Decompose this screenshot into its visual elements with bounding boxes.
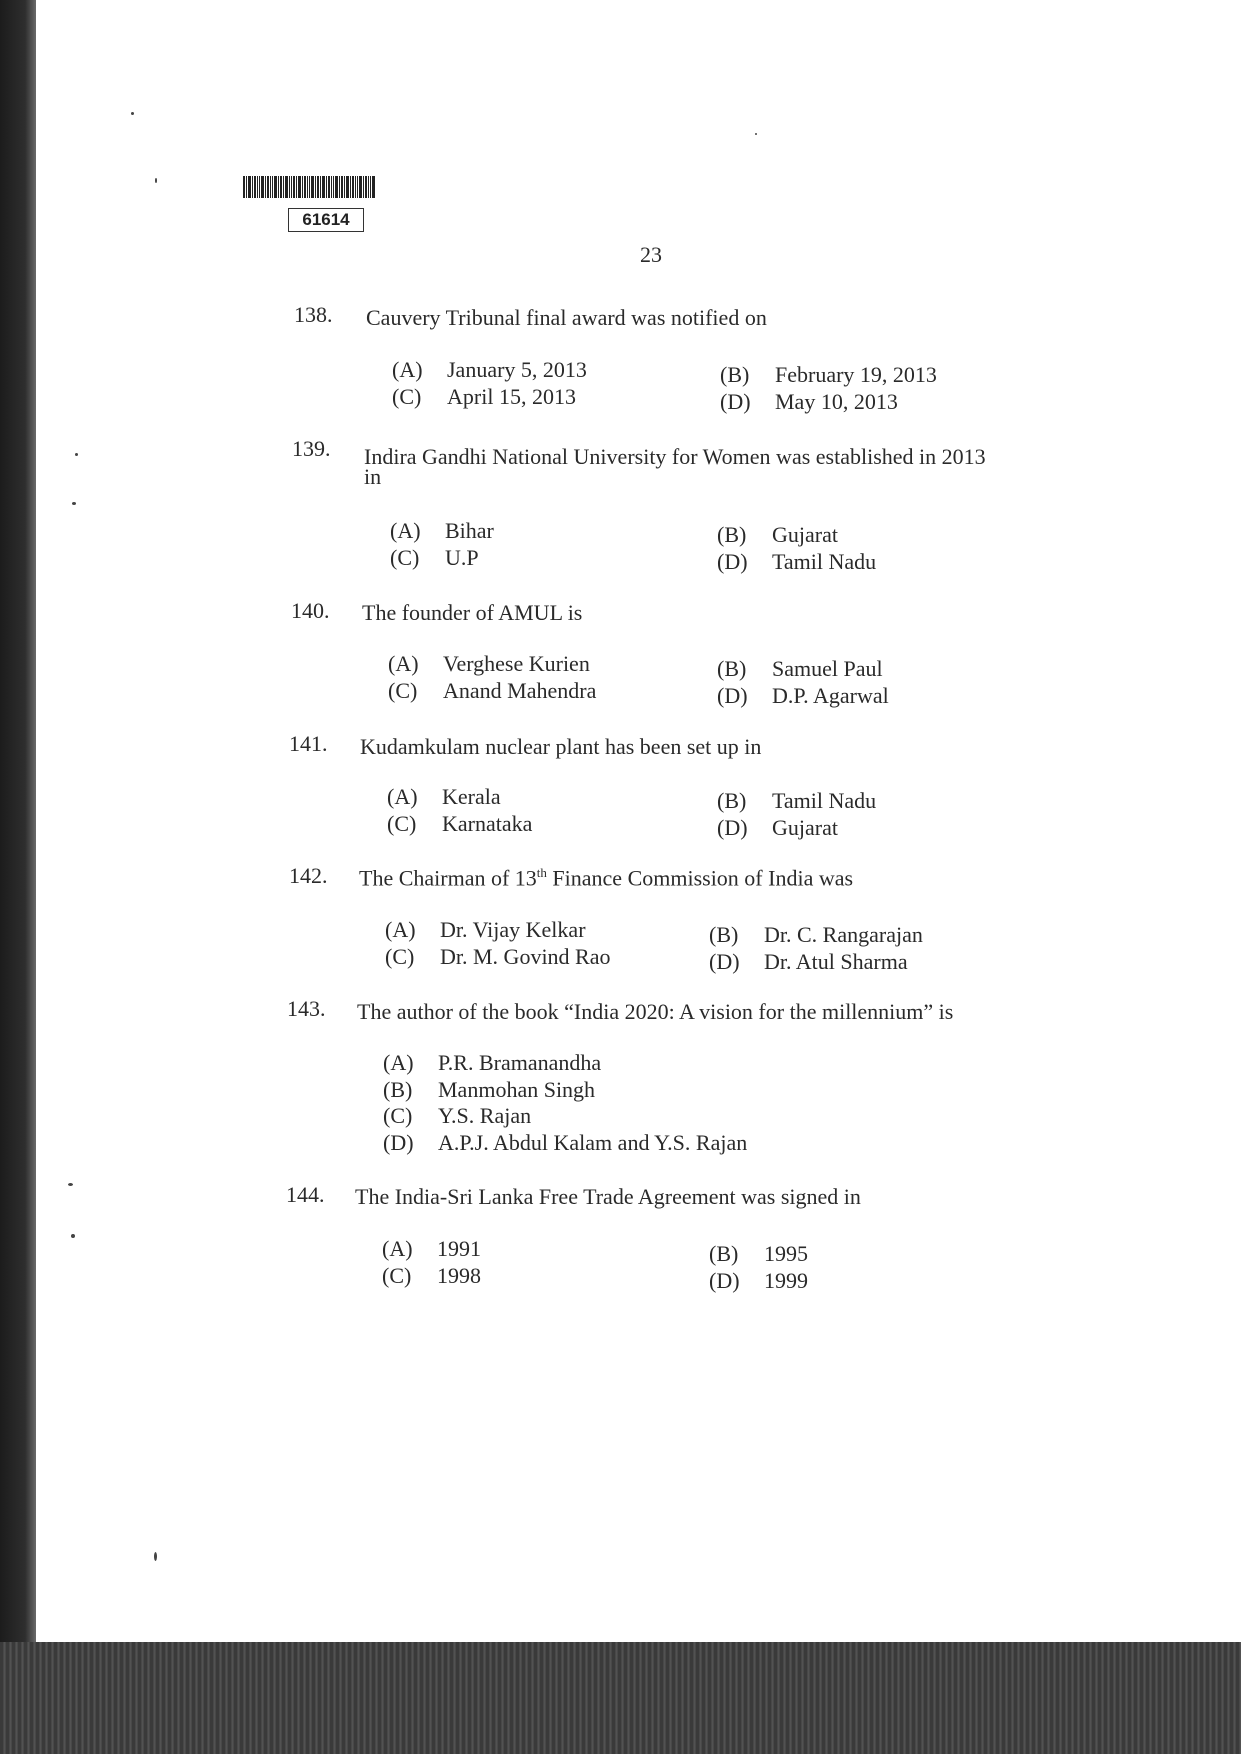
option-label: (C) bbox=[382, 1263, 412, 1288]
question-number: 144. bbox=[286, 1182, 325, 1207]
question-number: 141. bbox=[289, 731, 328, 756]
option-label: (A) bbox=[390, 518, 421, 543]
option-d bbox=[717, 549, 876, 575]
option-a bbox=[383, 1050, 601, 1076]
option-label: (D) bbox=[717, 683, 748, 708]
question-number: 143. bbox=[287, 996, 326, 1021]
option-text: Kerala bbox=[442, 784, 501, 809]
option-label: (D) bbox=[717, 549, 748, 574]
option-label: (D) bbox=[383, 1130, 414, 1155]
question-text-continued: in bbox=[364, 464, 382, 489]
option-a bbox=[387, 784, 501, 810]
option-label: (A) bbox=[392, 357, 423, 382]
option-label: (C) bbox=[392, 384, 422, 409]
option-label: (B) bbox=[709, 922, 739, 947]
question-text-part: Finance Commission of India was bbox=[546, 865, 854, 891]
option-text: Anand Mahendra bbox=[443, 678, 597, 703]
option-text: Dr. Atul Sharma bbox=[764, 949, 908, 974]
option-c bbox=[392, 384, 576, 410]
option-text: Karnataka bbox=[442, 811, 533, 836]
option-text: A.P.J. Abdul Kalam and Y.S. Rajan bbox=[438, 1130, 748, 1155]
option-text: Gujarat bbox=[772, 815, 838, 840]
scan-speck bbox=[755, 133, 757, 135]
option-d bbox=[709, 949, 908, 975]
option-label: (D) bbox=[709, 949, 740, 974]
option-label: (B) bbox=[717, 788, 747, 813]
option-b bbox=[383, 1077, 595, 1103]
option-label: (D) bbox=[720, 389, 751, 414]
option-text: Samuel Paul bbox=[772, 656, 883, 681]
option-text: Tamil Nadu bbox=[772, 549, 877, 574]
option-text: Dr. Vijay Kelkar bbox=[440, 917, 586, 942]
option-text: U.P bbox=[445, 545, 479, 570]
scan-speck bbox=[68, 1183, 73, 1186]
option-c bbox=[390, 545, 479, 571]
option-label: (C) bbox=[383, 1103, 413, 1128]
option-b bbox=[717, 788, 876, 814]
scan-bottom-edge bbox=[0, 1642, 1241, 1754]
option-a bbox=[382, 1236, 481, 1262]
option-label: (C) bbox=[385, 944, 415, 969]
question-text: Kudamkulam nuclear plant has been set up in bbox=[360, 734, 762, 759]
ordinal-superscript: th bbox=[536, 865, 547, 880]
option-text: Gujarat bbox=[772, 522, 838, 547]
scan-speck bbox=[155, 178, 157, 183]
option-label: (B) bbox=[383, 1077, 413, 1102]
option-label: (A) bbox=[382, 1236, 413, 1261]
page-number: 23 bbox=[640, 242, 662, 267]
option-d bbox=[709, 1268, 808, 1294]
option-label: (C) bbox=[390, 545, 420, 570]
option-c bbox=[383, 1103, 531, 1129]
option-a bbox=[392, 357, 587, 383]
option-text: Dr. C. Rangarajan bbox=[764, 922, 923, 947]
option-text: January 5, 2013 bbox=[447, 357, 587, 382]
question-text: The founder of AMUL is bbox=[362, 600, 583, 625]
option-text: D.P. Agarwal bbox=[772, 683, 889, 708]
option-label: (A) bbox=[383, 1050, 414, 1075]
option-a bbox=[388, 651, 590, 677]
scan-speck bbox=[71, 1234, 75, 1238]
option-label: (B) bbox=[720, 362, 750, 387]
option-c bbox=[385, 944, 611, 970]
option-text: Verghese Kurien bbox=[443, 651, 590, 676]
option-b bbox=[709, 922, 923, 948]
option-label: (B) bbox=[717, 522, 747, 547]
scan-speck bbox=[75, 453, 78, 456]
option-label: (B) bbox=[709, 1241, 739, 1266]
option-a bbox=[390, 518, 494, 544]
scan-speck bbox=[131, 112, 134, 115]
option-label: (A) bbox=[385, 917, 416, 942]
option-text: 1995 bbox=[764, 1241, 808, 1266]
option-c bbox=[387, 811, 532, 837]
option-text: 1998 bbox=[437, 1263, 481, 1288]
option-text: Dr. M. Govind Rao bbox=[440, 944, 611, 969]
question-number: 142. bbox=[289, 863, 328, 888]
option-d bbox=[720, 389, 898, 415]
option-label: (C) bbox=[387, 811, 417, 836]
question-number: 138. bbox=[294, 302, 333, 327]
question-number: 140. bbox=[291, 598, 330, 623]
option-text: May 10, 2013 bbox=[775, 389, 898, 414]
option-text: Bihar bbox=[445, 518, 494, 543]
option-label: (A) bbox=[387, 784, 418, 809]
scan-speck bbox=[154, 1552, 157, 1561]
option-text: 1991 bbox=[437, 1236, 481, 1261]
option-c bbox=[382, 1263, 481, 1289]
option-b bbox=[709, 1241, 808, 1267]
option-text: P.R. Bramanandha bbox=[438, 1050, 602, 1075]
option-text: Manmohan Singh bbox=[438, 1077, 596, 1102]
option-label: (D) bbox=[709, 1268, 740, 1293]
option-label: (B) bbox=[717, 656, 747, 681]
option-b bbox=[717, 656, 883, 682]
question-text bbox=[359, 865, 853, 891]
option-label: (A) bbox=[388, 651, 419, 676]
option-label: (D) bbox=[717, 815, 748, 840]
question-text: The India-Sri Lanka Free Trade Agreement was signed in bbox=[355, 1184, 861, 1209]
option-c bbox=[388, 678, 596, 704]
option-b bbox=[717, 522, 838, 548]
question-number: 139. bbox=[292, 436, 331, 461]
barcode bbox=[243, 176, 375, 198]
scan-speck bbox=[72, 502, 76, 505]
option-text: Y.S. Rajan bbox=[438, 1103, 532, 1128]
question-text-part: The Chairman of 13 bbox=[359, 865, 537, 891]
question-text: Indira Gandhi National University for Women was established in 2013 bbox=[364, 444, 986, 469]
option-text: Tamil Nadu bbox=[772, 788, 877, 813]
scan-left-edge bbox=[0, 0, 36, 1754]
option-label: (C) bbox=[388, 678, 418, 703]
option-text: February 19, 2013 bbox=[775, 362, 937, 387]
paper-code: 61614 bbox=[288, 208, 364, 232]
option-d bbox=[383, 1130, 747, 1156]
option-a bbox=[385, 917, 586, 943]
option-d bbox=[717, 815, 838, 841]
option-text: 1999 bbox=[764, 1268, 808, 1293]
option-d bbox=[717, 683, 889, 709]
option-text: April 15, 2013 bbox=[447, 384, 576, 409]
option-b bbox=[720, 362, 937, 388]
question-text: Cauvery Tribunal final award was notified on bbox=[366, 305, 767, 330]
question-text: The author of the book “India 2020: A vision for the millennium” is bbox=[357, 999, 954, 1024]
